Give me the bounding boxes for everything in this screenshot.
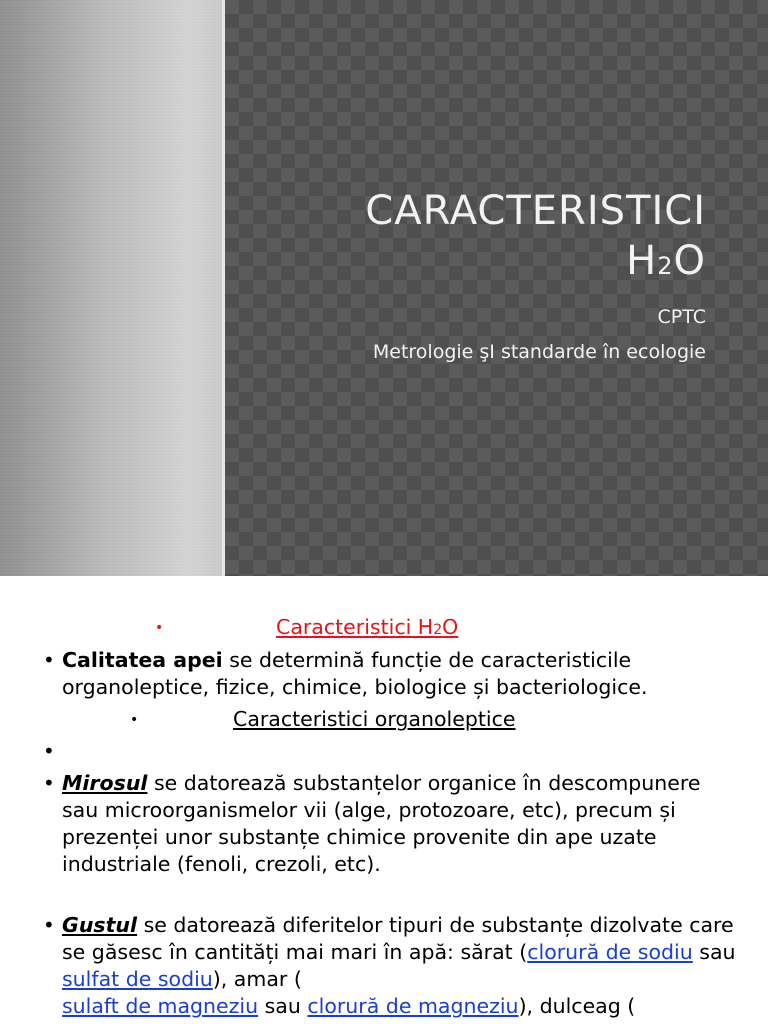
gustul-text [62,912,743,1020]
mirosul-bullet: • [43,771,55,795]
gustul-term: Gustul [62,913,138,937]
slide-title-subscript: 2 [657,252,674,280]
link-clorura-de-sodiu[interactable]: clorură de sodiu [527,940,693,964]
link-sulaft-de-magneziu[interactable]: sulaft de magneziu [62,994,259,1018]
section-heading-text: Caracteristici H [276,615,434,639]
calitatea-text [62,647,743,701]
mirosul-body: se datorează substanțelor organice în descompunere sau microorganismelor vii (alge, protozoare, etc), precum și prezenței unor substanțe chimice provenite din ape uzate industriale (fenoli, crezoli, etc). [62,771,701,876]
slide-left-gradient-panel [0,0,222,576]
mirosul-text [62,770,743,878]
calitatea-body: se determină funcție de caracteristicile organoleptice, fizice, chimice, biologice și bacteriologice. [62,648,648,699]
section-heading-subscript: 2 [433,622,443,638]
mirosul-term: Mirosul [62,771,148,795]
section-heading-end: O [442,615,459,639]
subheading-bullet: • [130,712,139,728]
slide-title [365,186,706,291]
document-body [0,576,768,1024]
section-heading [276,614,458,644]
gustul-body-4: sau [258,994,308,1018]
link-clorura-de-magneziu[interactable]: clorură de magneziu [307,994,519,1018]
gustul-body-2: sau [692,940,736,964]
slide-title-line-1: CARACTERISTICI [365,188,706,234]
link-sulfat-de-sodiu[interactable]: sulfat de sodiu [62,967,213,991]
slide-title-o: O [673,238,706,284]
calitatea-bullet: • [43,648,55,672]
slide-subtitle-course: Metrologie şI standarde în ecologie [372,341,706,363]
slide-subtitle-cptc: CPTC [657,306,706,328]
gustul-paragraph [43,912,743,1020]
empty-bullet: • [43,739,55,763]
slide-subtitle [373,300,706,370]
gustul-bullet: • [43,913,55,937]
mirosul-paragraph [43,770,743,878]
calitatea-paragraph [43,647,743,701]
slide-title-h: H [626,238,658,284]
slide-title-line-2 [365,236,706,291]
subheading-item [130,706,650,733]
gustul-body-1: se datorează diferitelor tipuri de substanțe dizolvate care se găsesc în cantități mai mari în apă: sărat ( [62,913,734,964]
gustul-body-5: ), dulceag ( [518,994,636,1018]
gustul-body-3: ), amar ( [212,967,302,991]
calitatea-bold: Calitatea apei [62,648,223,672]
heading-bullet: • [155,620,164,636]
subheading-text: Caracteristici organoleptice [233,707,516,731]
heading-item [155,614,675,641]
